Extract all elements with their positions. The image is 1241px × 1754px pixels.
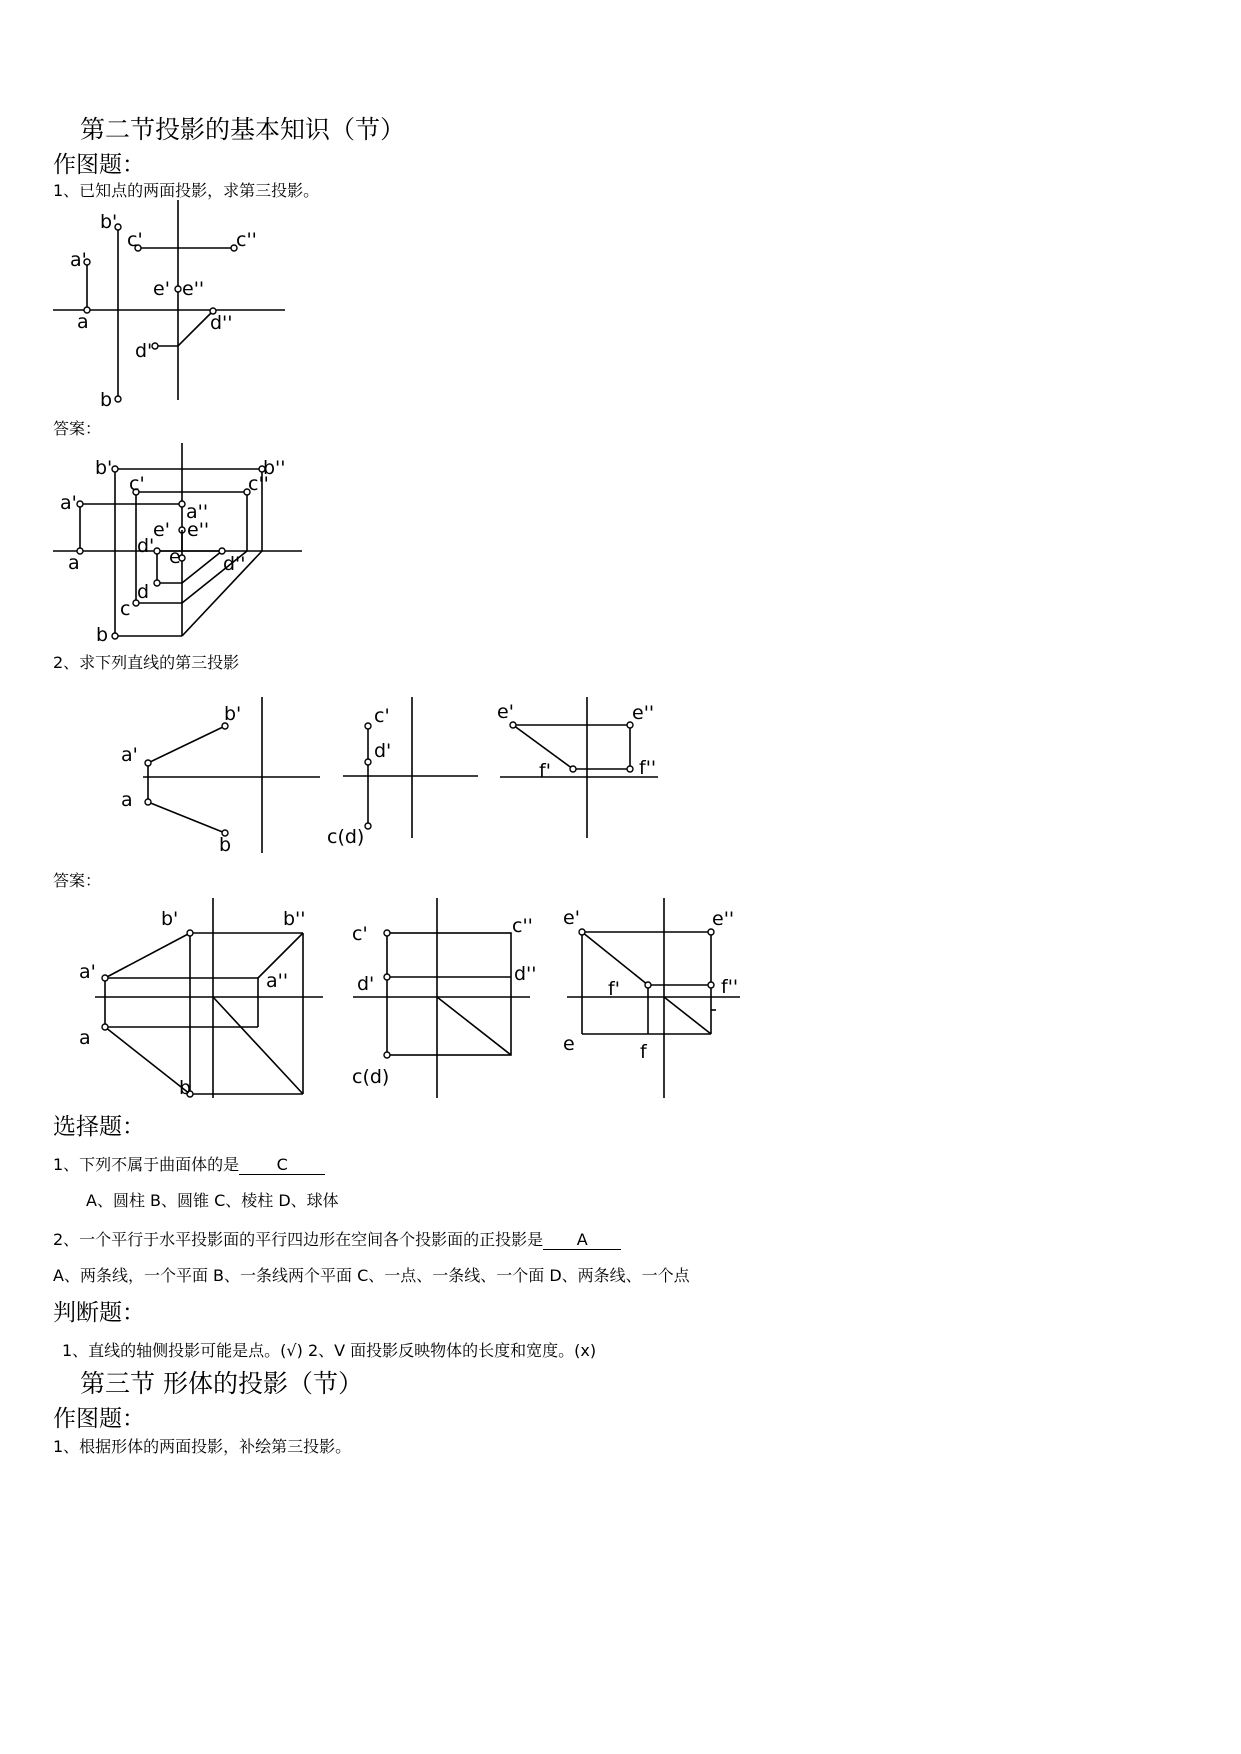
label-e-w: e'' — [182, 278, 205, 300]
section-3-question-1: 1、根据形体的两面投影，补绘第三投影。 — [53, 1437, 352, 1456]
svg-text:b': b' — [95, 457, 113, 479]
svg-text:e': e' — [563, 907, 580, 929]
answer-2-heading: 答案： — [53, 871, 102, 890]
svg-text:c': c' — [129, 473, 145, 495]
svg-text:e': e' — [153, 519, 170, 541]
svg-text:f': f' — [539, 760, 551, 782]
svg-text:f'': f'' — [721, 976, 739, 998]
svg-text:b'': b'' — [283, 908, 306, 930]
svg-text:e'': e'' — [632, 702, 655, 724]
label-d-h: d' — [135, 340, 153, 362]
label-e-v: e' — [153, 278, 170, 300]
question-2: 2、求下列直线的第三投影 — [53, 653, 240, 672]
svg-text:b: b — [219, 834, 232, 856]
choice-options-1: A、圆柱 B、圆锥 C、棱柱 D、球体 — [86, 1191, 339, 1210]
svg-text:a'': a'' — [186, 501, 209, 523]
svg-text:d'': d'' — [514, 963, 537, 985]
svg-text:e: e — [169, 546, 181, 568]
answer-1-heading: 答案： — [53, 419, 102, 438]
svg-text:d': d' — [137, 535, 155, 557]
svg-text:b': b' — [224, 703, 242, 725]
label-c-w: c'' — [236, 229, 257, 251]
judge-items: 1、直线的轴侧投影可能是点。(√) 2、V 面投影反映物体的长度和宽度。(x) — [62, 1341, 597, 1360]
svg-text:b: b — [96, 624, 109, 646]
svg-text:a'': a'' — [266, 970, 289, 992]
svg-text:c: c — [120, 598, 131, 620]
svg-text:b: b — [179, 1077, 192, 1099]
svg-text:c(d): c(d) — [327, 826, 365, 848]
svg-text:e'': e'' — [712, 908, 735, 930]
section-title: 第二节投影的基本知识（节） — [80, 115, 406, 144]
section-3-title: 第三节 形体的投影（节） — [80, 1369, 363, 1398]
label-a-h: a — [77, 311, 89, 333]
svg-text:e'': e'' — [187, 519, 210, 541]
label-a-v: a' — [70, 249, 87, 271]
svg-text:f': f' — [608, 978, 620, 1000]
svg-text:f: f — [640, 1041, 647, 1063]
svg-text:a': a' — [60, 492, 77, 514]
svg-text:d: d — [137, 581, 150, 603]
choice-question-2: 2、一个平行于水平投影面的平行四边形在空间各个投影面的正投影是 A — [53, 1227, 621, 1250]
svg-text:d': d' — [357, 973, 375, 995]
svg-text:a': a' — [121, 744, 138, 766]
svg-text:e': e' — [497, 701, 514, 723]
svg-text:a: a — [79, 1027, 91, 1049]
svg-text:b': b' — [161, 908, 179, 930]
svg-text:d': d' — [374, 740, 392, 762]
label-b-v: b' — [100, 211, 118, 233]
svg-text:a: a — [121, 789, 133, 811]
section-3-drawing-heading: 作图题： — [53, 1406, 145, 1432]
drawing-heading: 作图题： — [53, 152, 145, 178]
svg-text:d'': d'' — [223, 553, 246, 575]
question-1: 1、已知点的两面投影，求第三投影。 — [53, 181, 320, 200]
svg-text:e: e — [563, 1033, 575, 1055]
svg-text:c': c' — [374, 705, 390, 727]
choice-options-2: A、两条线，一个平面 B、一条线两个平面 C、一点、一条线、一个面 D、两条线、一个点 — [53, 1266, 690, 1285]
svg-text:f'': f'' — [639, 757, 657, 779]
answer-blank-1: C — [239, 1155, 325, 1175]
svg-text:c'': c'' — [248, 473, 269, 495]
choice-question-1: 1、下列不属于曲面体的是 C — [53, 1152, 325, 1175]
label-b-h: b — [100, 389, 113, 411]
svg-text:b'': b'' — [263, 457, 286, 479]
svg-text:a': a' — [79, 961, 96, 983]
svg-text:a: a — [68, 552, 80, 574]
answer-blank-2: A — [543, 1230, 621, 1250]
svg-text:c(d): c(d) — [352, 1066, 390, 1088]
svg-text:c': c' — [352, 923, 368, 945]
judge-heading: 判断题： — [53, 1300, 145, 1326]
label-d-w: d'' — [210, 312, 233, 334]
label-c-v: c' — [127, 229, 143, 251]
svg-text:c'': c'' — [512, 915, 533, 937]
choice-heading: 选择题： — [53, 1114, 145, 1140]
